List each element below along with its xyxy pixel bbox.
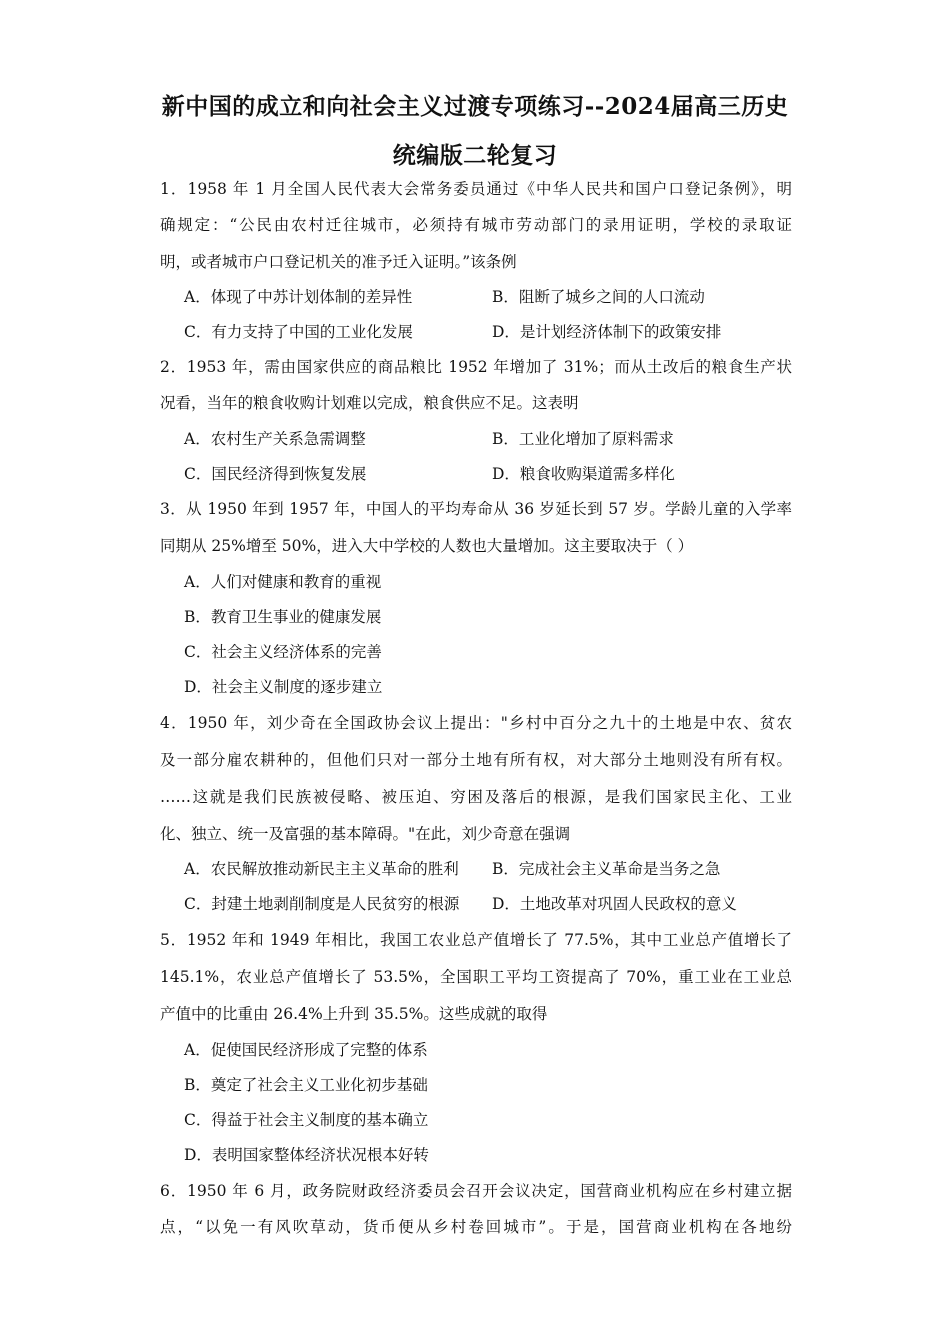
question-3-line-2: 同期从 25%增至 50%，进入大中学校的人数也大量增加。这主要取决于（ ）: [160, 537, 694, 555]
question-5-option-b[interactable]: B．奠定了社会主义工业化初步基础: [184, 1076, 428, 1094]
question-5-line-1: 5．1952 年和 1949 年相比，我国工农业总产值增长了 77.5%，其中工业总产值增长了: [160, 931, 792, 949]
question-2-line-2: 况看，当年的粮食收购计划难以完成，粮食供应不足。这表明: [160, 394, 579, 412]
question-3-option-c[interactable]: C．社会主义经济体系的完善: [184, 643, 382, 661]
question-2-line-1: 2．1953 年，需由国家供应的商品粮比 1952 年增加了 31%；而从土改后的粮食生产状: [160, 358, 792, 376]
question-5-option-a[interactable]: A．促使国民经济形成了完整的体系: [184, 1041, 428, 1059]
document-title-line2: 统编版二轮复习: [392, 142, 558, 169]
question-2-option-b[interactable]: B．工业化增加了原料需求: [492, 430, 674, 448]
question-2-option-c[interactable]: C．国民经济得到恢复发展: [184, 465, 367, 483]
question-4-option-d[interactable]: D．土地改革对巩固人民政权的意义: [492, 895, 737, 913]
question-1-option-c[interactable]: C．有力支持了中国的工业化发展: [184, 323, 413, 341]
question-1-line-3: 明，或者城市户口登记机关的准予迁入证明。”该条例: [160, 253, 517, 271]
question-1-line-1: 1．1958 年 1 月全国人民代表大会常务委员通过《中华人民共和国户口登记条例》，明: [160, 180, 792, 198]
question-3-option-d[interactable]: D．社会主义制度的逐步建立: [184, 678, 383, 696]
question-3-line-1: 3．从 1950 年到 1957 年，中国人的平均寿命从 36 岁延长到 57 岁。学龄儿童的入学率: [160, 500, 792, 518]
question-5-line-3: 产值中的比重由 26.4%上升到 35.5%。这些成就的取得: [160, 1005, 548, 1023]
question-6-line-1: 6．1950 年 6 月，政务院财政经济委员会召开会议决定，国营商业机构应在乡村建立据: [160, 1182, 792, 1200]
question-1-option-a[interactable]: A．体现了中苏计划体制的差异性: [184, 288, 413, 306]
question-2-option-d[interactable]: D．粮食收购渠道需多样化: [492, 465, 675, 483]
question-4-line-1: 4．1950 年，刘少奇在全国政协会议上提出："乡村中百分之九十的土地是中农、贫农: [160, 714, 792, 732]
question-1-option-b[interactable]: B．阻断了城乡之间的人口流动: [492, 288, 705, 306]
question-4-option-a[interactable]: A．农民解放推动新民主主义革命的胜利: [184, 860, 459, 878]
question-6-line-2: 点，“以免一有风吹草动，货币便从乡村卷回城市”。于是，国营商业机构在各地纷: [160, 1218, 792, 1236]
question-4-line-4: 化、独立、统一及富强的基本障碍。"在此，刘少奇意在强调: [160, 825, 571, 843]
document-title-line1: 新中国的成立和向社会主义过渡专项练习--2024届高三历史: [161, 93, 789, 120]
question-1-line-2: 确规定：“公民由农村迁往城市，必须持有城市劳动部门的录用证明，学校的录取证: [160, 216, 792, 234]
question-3-option-b[interactable]: B．教育卫生事业的健康发展: [184, 608, 382, 626]
question-4-option-b[interactable]: B．完成社会主义革命是当务之急: [492, 860, 721, 878]
question-1-option-d[interactable]: D．是计划经济体制下的政策安排: [492, 323, 722, 341]
question-4-option-c[interactable]: C．封建土地剥削制度是人民贫穷的根源: [184, 895, 460, 913]
question-4-line-2: 及一部分雇农耕种的，但他们只对一部分土地有所有权，对大部分土地则没有所有权。: [160, 751, 792, 769]
question-4-line-3: ……这就是我们民族被侵略、被压迫、穷困及落后的根源，是我们国家民主化、工业: [160, 788, 792, 806]
question-5-option-d[interactable]: D．表明国家整体经济状况根本好转: [184, 1146, 429, 1164]
question-5-line-2: 145.1%，农业总产值增长了 53.5%，全国职工平均工资提高了 70%，重工业在工业总: [160, 968, 792, 986]
question-3-option-a[interactable]: A．人们对健康和教育的重视: [184, 573, 382, 591]
question-5-option-c[interactable]: C．得益于社会主义制度的基本确立: [184, 1111, 429, 1129]
question-2-option-a[interactable]: A．农村生产关系急需调整: [184, 430, 366, 448]
